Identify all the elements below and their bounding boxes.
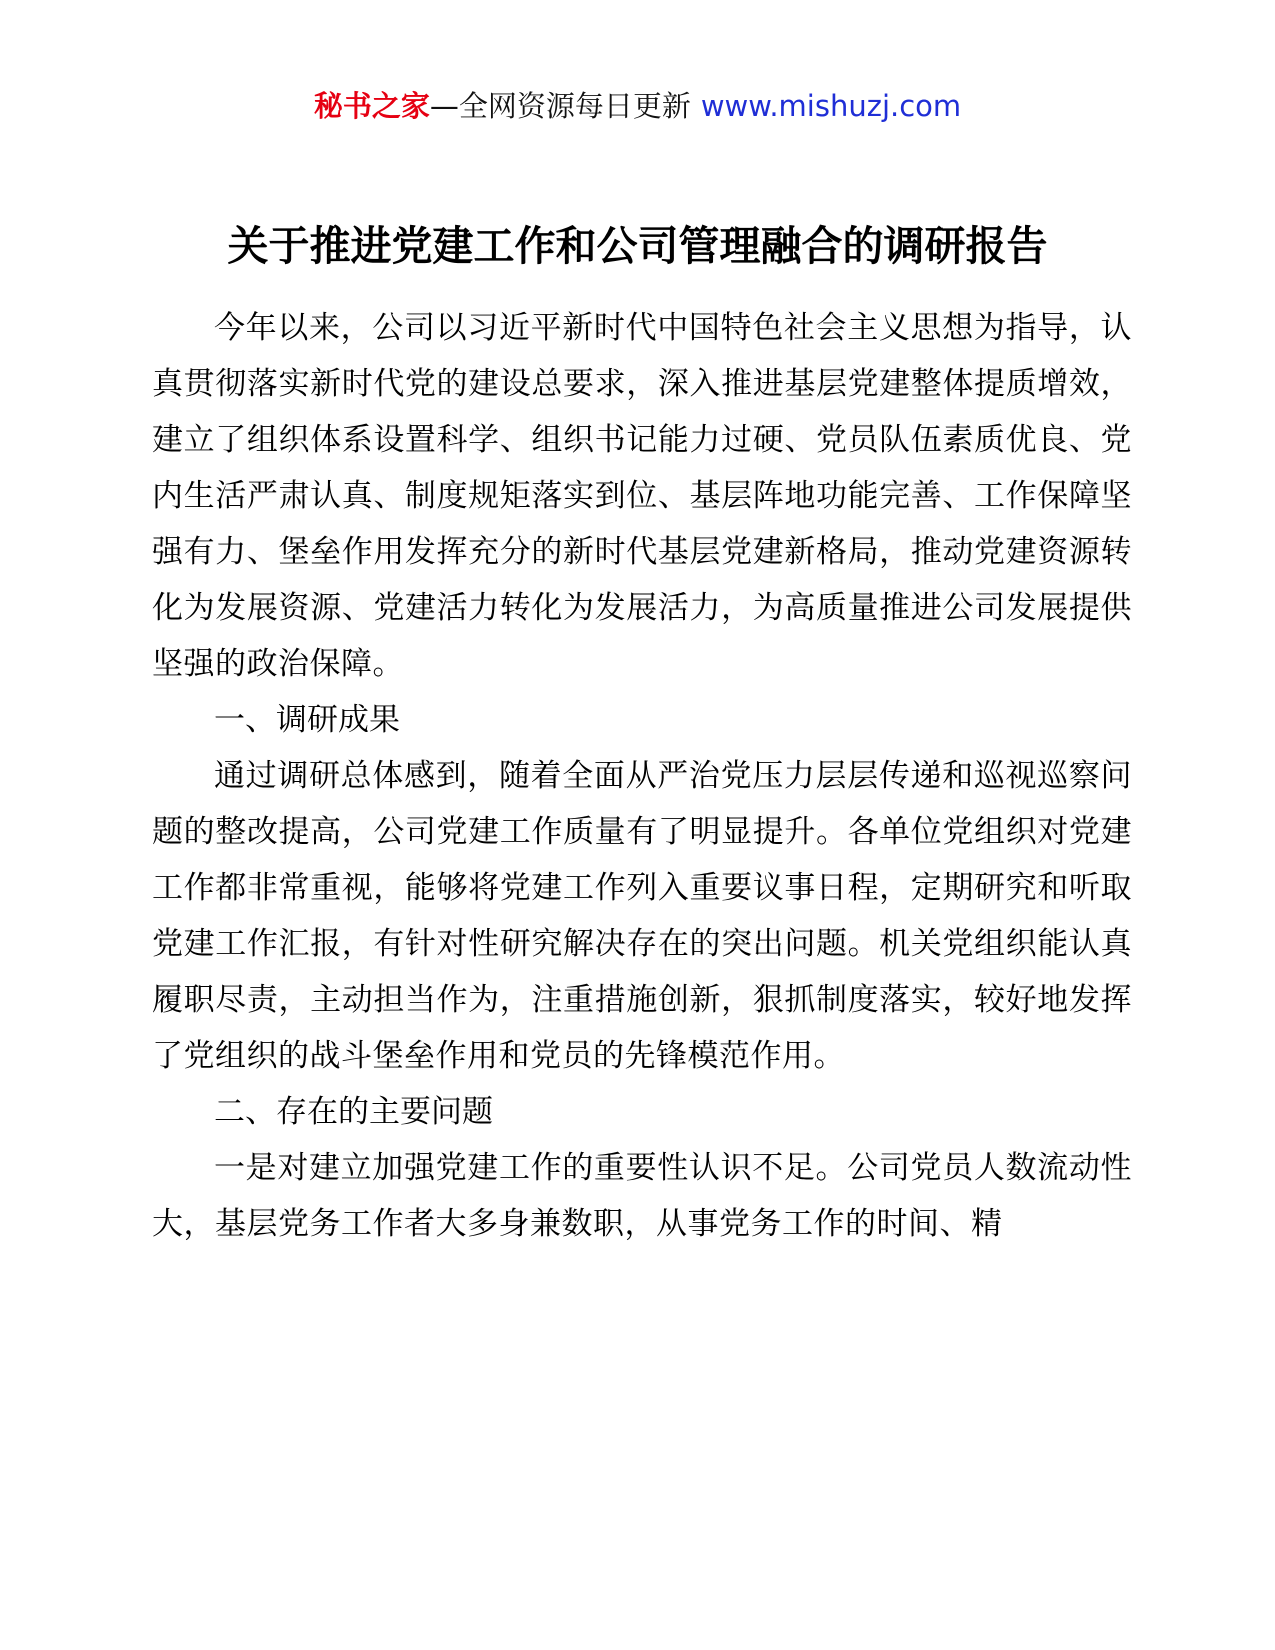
intro-paragraph: 今年以来，公司以习近平新时代中国特色社会主义思想为指导，认真贯彻落实新时代党的建设总要求，深入推进基层党建整体提质增效，建立了组织体系设置科学、组织书记能力过硬、党员队伍素质优良、党内生活严肃认真、制度规矩落实到位、基层阵地功能完善、工作保障坚强有力、堡垒作用发挥充分的新时代基层党建新格局，推动党建资源转化为发展资源、党建活力转化为发展活力，为高质量推进公司发展提供坚强的政治保障。 xyxy=(152,310,1132,682)
site-url-link[interactable]: www.mishuzj.com xyxy=(700,89,962,123)
section-heading-findings: 一、调研成果 xyxy=(214,702,400,738)
problems-paragraph: 一是对建立加强党建工作的重要性认识不足。公司党员人数流动性大，基层党务工作者大多身兼数职，从事党务工作的时间、精 xyxy=(152,1150,1132,1242)
document-title: 关于推进党建工作和公司管理融合的调研报告 xyxy=(227,222,1048,270)
site-header xyxy=(0,86,1275,126)
section-heading-problems: 二、存在的主要问题 xyxy=(214,1094,493,1130)
site-tagline: —全网资源每日更新 xyxy=(429,89,691,123)
findings-paragraph: 通过调研总体感到，随着全面从严治党压力层层传递和巡视巡察问题的整改提高，公司党建工作质量有了明显提升。各单位党组织对党建工作都非常重视，能够将党建工作列入重要议事日程，定期研究和听取党建工作汇报，有针对性研究解决存在的突出问题。机关党组织能认真履职尽责，主动担当作为，注重措施创新，狠抓制度落实，较好地发挥了党组织的战斗堡垒作用和党员的先锋模范作用。 xyxy=(152,758,1132,1074)
document-body xyxy=(152,300,1132,1252)
site-brand: 秘书之家 xyxy=(313,89,430,123)
